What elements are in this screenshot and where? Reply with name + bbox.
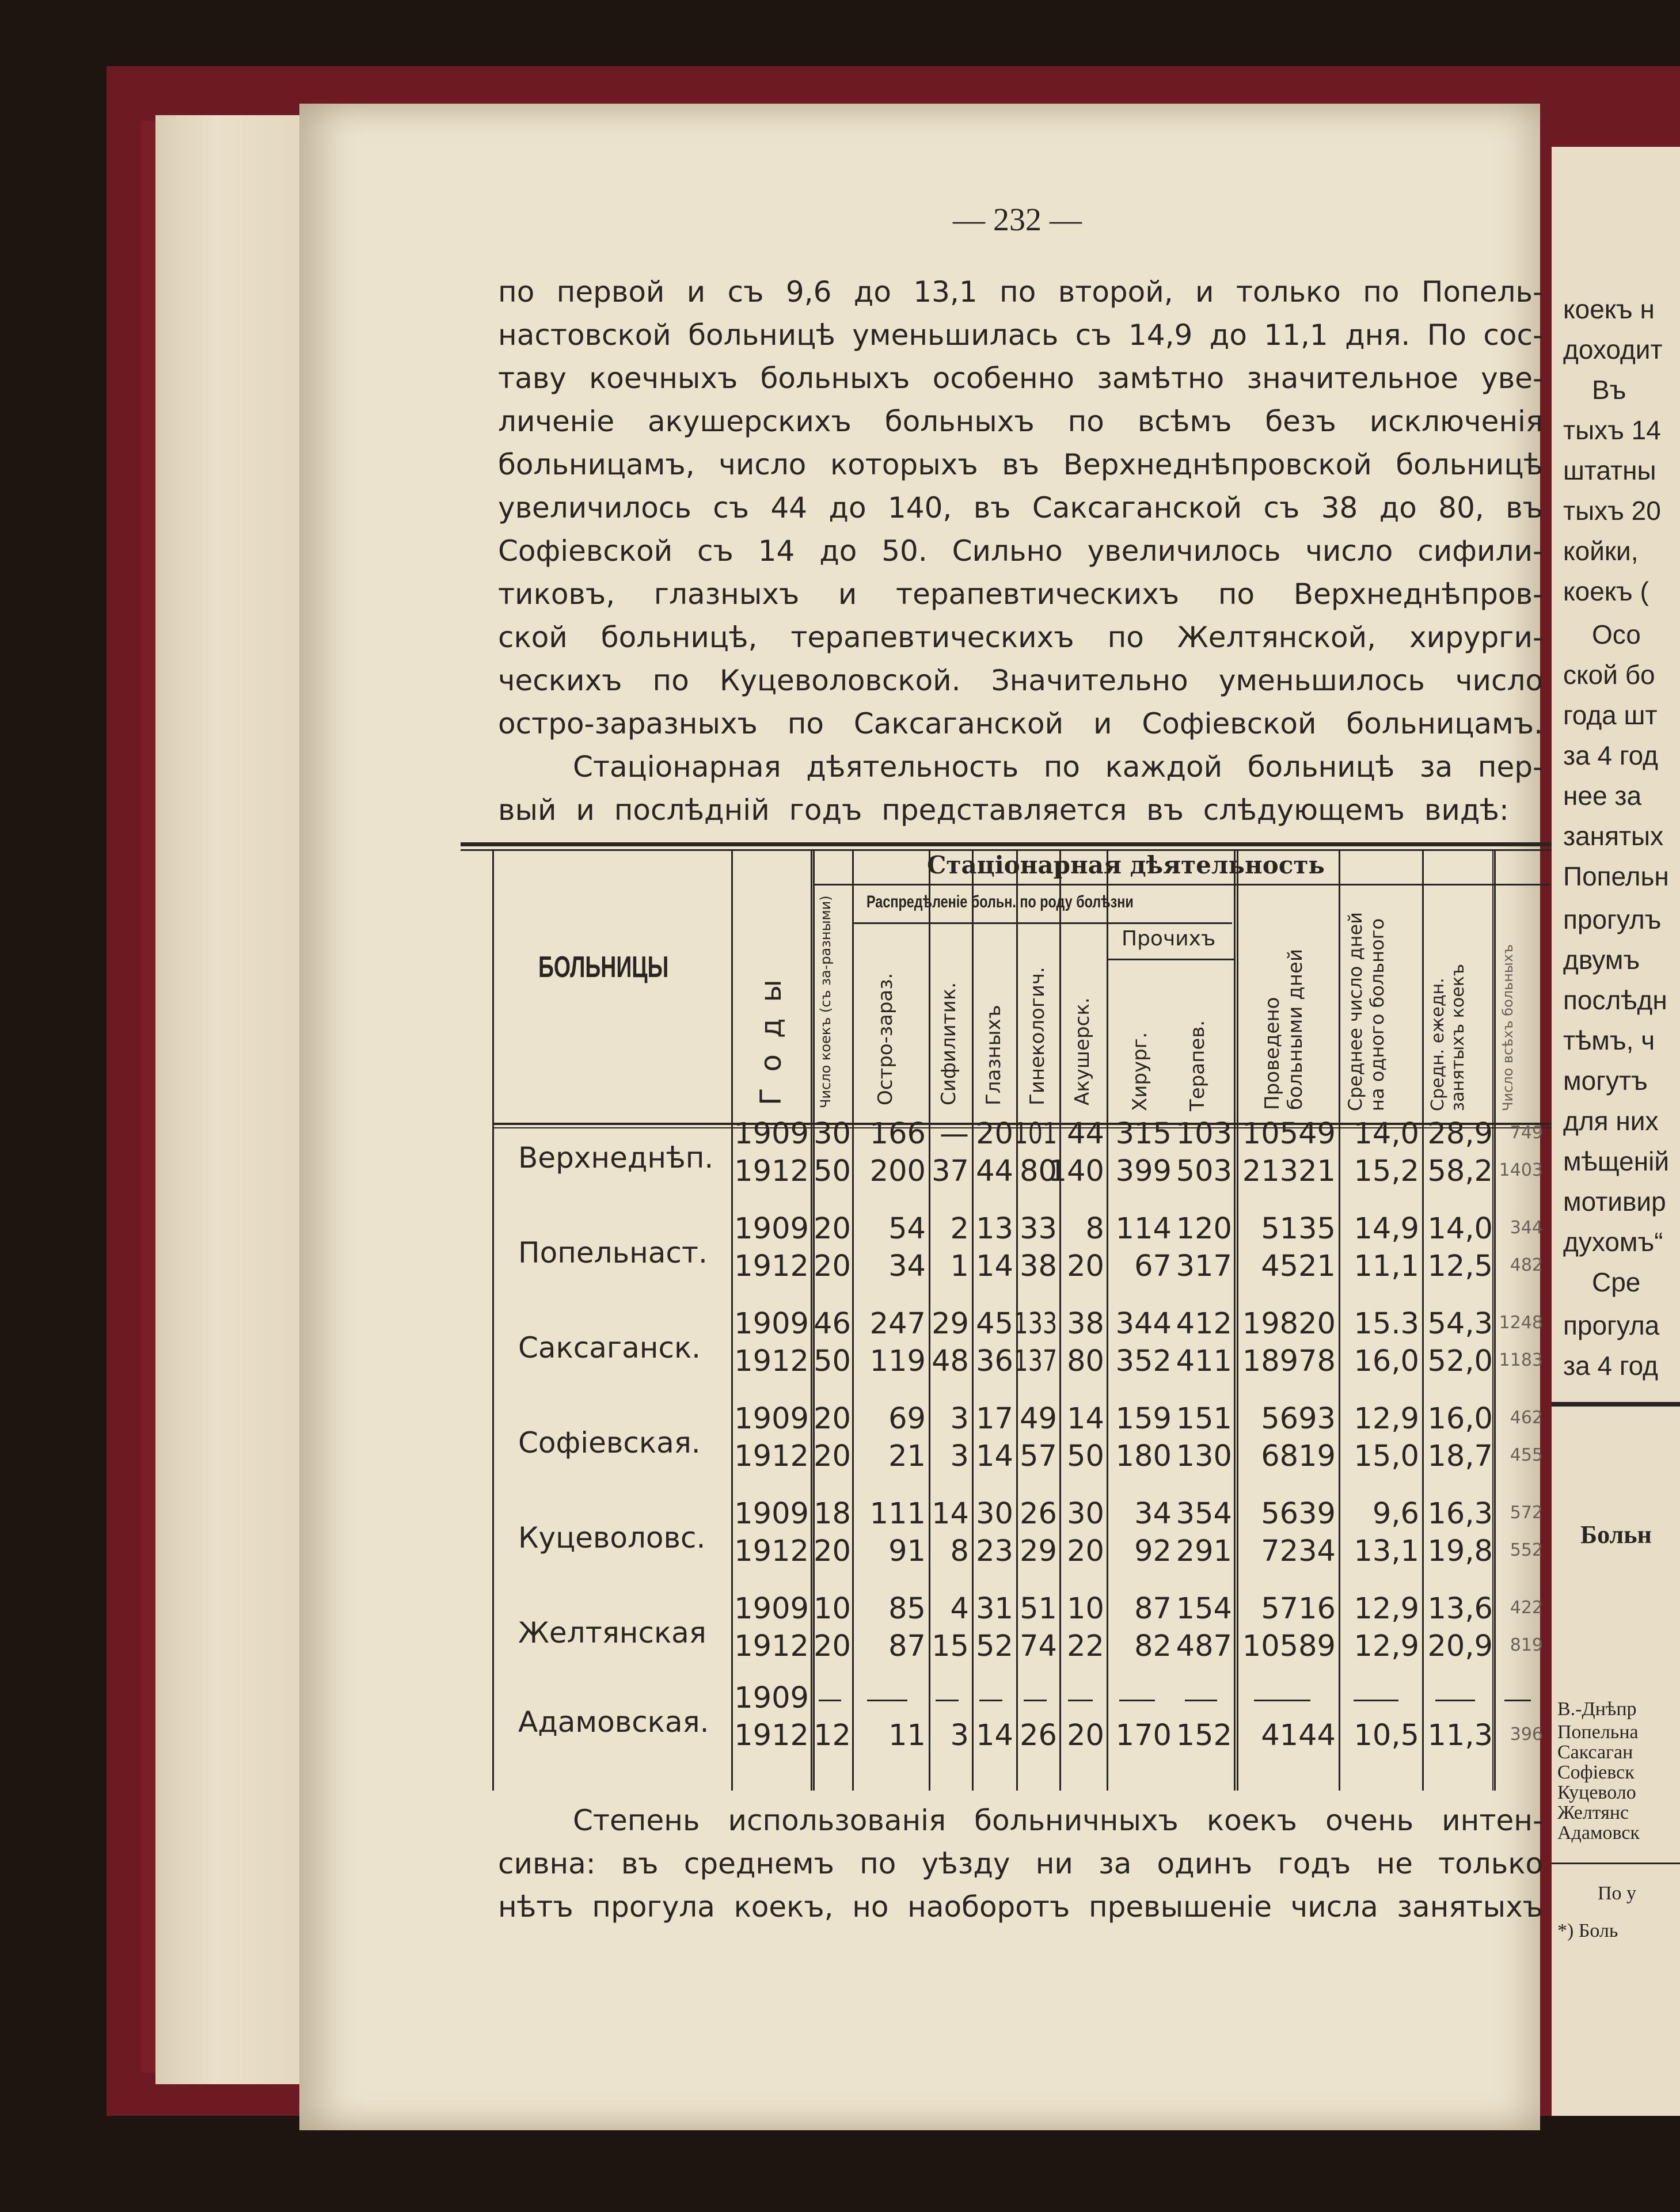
table-cell: 85 [888, 1592, 926, 1626]
table-cell: 2 [950, 1212, 969, 1246]
table-cell: 352 [1115, 1344, 1172, 1378]
empty-cell-dash [1119, 1700, 1156, 1701]
next-page-table-text: В.-Днѣпр [1557, 1698, 1637, 1720]
table-cell: 14 [1067, 1402, 1104, 1436]
table-cell: 13,6 [1427, 1592, 1493, 1626]
table-cell: 137 [1013, 1344, 1057, 1378]
table-cell: 31 [976, 1592, 1013, 1626]
table-cell: 34 [888, 1249, 926, 1283]
table-cell: 10,5 [1354, 1719, 1419, 1753]
table-cell: 33 [1020, 1212, 1057, 1246]
column-divider [929, 851, 930, 1791]
table-cell: 4144 [1261, 1719, 1336, 1753]
table-cell: 4 [950, 1592, 969, 1626]
table-cell: 159 [1115, 1402, 1172, 1436]
paragraph-line: Софiевской съ 14 до 50. Сильно увеличилось число сифили- [498, 534, 1543, 568]
column-divider [492, 851, 494, 1791]
next-page-line: Попельн [1563, 861, 1669, 891]
table-cell: 111 [869, 1497, 926, 1531]
table-cell: 103 [1176, 1117, 1232, 1151]
table-cell: 52 [976, 1629, 1013, 1663]
table-cell: 133 [1013, 1307, 1057, 1341]
table-cell: 14 [976, 1719, 1013, 1753]
next-page-line: прогулъ [1563, 904, 1662, 934]
hospital-name: Верхнеднѣп. [518, 1141, 714, 1175]
col-years: Г о д ы [754, 976, 788, 1105]
table-cell: 44 [1067, 1117, 1104, 1151]
table-cell: 92 [1134, 1534, 1172, 1568]
next-page-line: за 4 год [1563, 740, 1658, 770]
column-divider [731, 851, 733, 1791]
table-cell: 22 [1067, 1629, 1104, 1663]
table-cell: 11,3 [1427, 1719, 1493, 1753]
next-page-line: Въ [1592, 375, 1626, 405]
group-other: Прочихъ [1122, 927, 1216, 951]
table-cell: 26 [1020, 1497, 1057, 1531]
paragraph-line: сивна: въ среднемъ по уѣзду ни за одинъ годъ не только [498, 1847, 1543, 1880]
table-cell: 14,9 [1354, 1212, 1419, 1246]
paragraph-line: по первой и съ 9,6 до 13,1 по второй, и только по Попель- [498, 275, 1543, 309]
table-cell: 1912 [734, 1249, 809, 1283]
column-divider [1059, 851, 1061, 1791]
table-cell: 29 [932, 1307, 969, 1341]
table-cell: 13 [976, 1212, 1013, 1246]
table-cell: 130 [1176, 1439, 1232, 1473]
paragraph-line: ческихъ по Куцеволовской. Значительно уменьшилось число [498, 664, 1543, 697]
table-cell: 67 [1134, 1249, 1172, 1283]
table-cell: 12,9 [1354, 1629, 1419, 1663]
table-cell: 14 [976, 1439, 1013, 1473]
table-cell: 20 [814, 1439, 851, 1473]
table-cell: 46 [814, 1307, 851, 1341]
header-rule [813, 884, 1550, 885]
table-cell: 5639 [1261, 1497, 1336, 1531]
table-cell: 44 [976, 1154, 1013, 1188]
next-page-table-text: Попельна [1557, 1721, 1639, 1743]
next-page-table-text: *) Боль [1557, 1920, 1618, 1941]
table-cell: 20 [814, 1402, 851, 1436]
table-title: Стацiонарная дѣятельность [927, 851, 1325, 879]
table-cell: 54,3 [1427, 1307, 1493, 1341]
hospital-name: Адамовская. [518, 1705, 709, 1739]
table-cell: 411 [1176, 1344, 1232, 1378]
table-cell: 1403 [1499, 1160, 1543, 1180]
table-cell: 69 [888, 1402, 926, 1436]
next-page-table-text: Софiевск [1557, 1762, 1635, 1783]
next-page-line: тѣмъ, ч [1563, 1025, 1655, 1055]
table-cell: 487 [1176, 1629, 1232, 1663]
table-cell: 30 [814, 1117, 851, 1151]
table-cell: 7234 [1261, 1534, 1336, 1568]
column-divider [1234, 851, 1236, 1791]
next-page-line: нее за [1563, 781, 1642, 811]
table-cell: 354 [1176, 1497, 1232, 1531]
table-cell: 344 [1115, 1307, 1172, 1341]
hospital-name: Куцеволовс. [518, 1521, 706, 1555]
table-cell: 16,0 [1427, 1402, 1493, 1436]
table-cell: 119 [869, 1344, 926, 1378]
table-cell: 20 [1067, 1534, 1104, 1568]
next-page-table-text: Больн [1580, 1521, 1652, 1549]
table-cell: 16,0 [1354, 1344, 1419, 1378]
table-cell: 154 [1176, 1592, 1232, 1626]
next-page-rule [1552, 1402, 1680, 1407]
table-cell: 1909 [734, 1592, 809, 1626]
col-surg: Хирург. [1128, 1032, 1151, 1111]
table-cell: — [940, 1117, 969, 1151]
col-daily: Средн. ежедн. занятыхъ коекъ [1428, 964, 1468, 1111]
paragraph-line: увеличилось съ 44 до 140, въ Саксаганской съ 38 до 80, въ [498, 491, 1543, 525]
table-cell: 1909 [734, 1497, 809, 1531]
table-cell: 23 [976, 1534, 1013, 1568]
table-cell: 82 [1134, 1629, 1172, 1663]
next-page-table-text: Адамовск [1557, 1822, 1640, 1844]
table-cell: 317 [1176, 1249, 1232, 1283]
paragraph-line: тиковъ, глазныхъ и терапевтическихъ по Верхнеднѣпров- [498, 577, 1543, 611]
table-cell: 101 [1013, 1117, 1057, 1151]
table-cell: 247 [869, 1307, 926, 1341]
paragraph-before-table [498, 271, 1543, 832]
table-cell: 20 [814, 1212, 851, 1246]
table-cell: 14 [932, 1497, 969, 1531]
empty-cell-dash [1185, 1700, 1217, 1701]
table-cell: 5716 [1261, 1592, 1336, 1626]
table-cell: 1912 [734, 1629, 809, 1663]
table-cell: 37 [932, 1154, 969, 1188]
table-cell: 8 [950, 1534, 969, 1568]
col-beds: Число коекъ (съ за-разными) [818, 895, 834, 1108]
table-cell: 20 [814, 1629, 851, 1663]
table-cell: 552 [1510, 1540, 1543, 1560]
table-cell: 396 [1510, 1724, 1543, 1744]
table-cell: 36 [976, 1344, 1013, 1378]
table-cell: 80 [1020, 1154, 1057, 1188]
col-days: Проведено больными дней [1261, 949, 1307, 1110]
table-cell: 114 [1115, 1212, 1172, 1246]
paragraph-after-table [498, 1799, 1543, 1929]
empty-cell-dash [936, 1700, 959, 1701]
page-stack [155, 115, 305, 2084]
next-page-line: прогула [1563, 1310, 1660, 1340]
table-cell: 87 [888, 1629, 926, 1663]
table-cell: 9,6 [1372, 1497, 1419, 1531]
column-divider [1494, 851, 1496, 1791]
column-divider [1107, 851, 1108, 1791]
column-divider [1237, 851, 1238, 1791]
table-cell: 1909 [734, 1681, 809, 1715]
table-cell: 3 [950, 1439, 969, 1473]
table-cell: 1 [950, 1249, 969, 1283]
column-divider [972, 851, 974, 1791]
table-cell: 49 [1020, 1402, 1057, 1436]
table-cell: 50 [814, 1154, 851, 1188]
next-page-table-text: По у [1598, 1883, 1637, 1904]
table-cell: 10549 [1242, 1117, 1336, 1151]
table-cell: 12,9 [1354, 1592, 1419, 1626]
table-cell: 20 [976, 1117, 1013, 1151]
next-page-line: за 4 год [1563, 1351, 1658, 1381]
next-page-line: Сре [1592, 1267, 1641, 1297]
col-avgdays: Среднее число дней на одного больного [1344, 912, 1388, 1111]
table-cell: 11 [888, 1719, 926, 1753]
table-cell: 412 [1176, 1307, 1232, 1341]
table-cell: 58,2 [1427, 1154, 1493, 1188]
next-page-table-text: Саксаган [1557, 1742, 1633, 1763]
table-cell: 5693 [1261, 1402, 1336, 1436]
next-page-line: коекъ ( [1563, 576, 1649, 606]
table-cell: 52,0 [1427, 1344, 1493, 1378]
empty-cell-dash [1068, 1700, 1093, 1701]
table-cell: 152 [1176, 1719, 1232, 1753]
table-cell: 17 [976, 1402, 1013, 1436]
table-cell: 1248 [1499, 1313, 1543, 1333]
table-cell: 15,2 [1354, 1154, 1419, 1188]
table-cell: 503 [1176, 1154, 1232, 1188]
table-cell: 15,0 [1354, 1439, 1419, 1473]
table-cell: 462 [1510, 1408, 1543, 1428]
paragraph-line: Степень использованiя больничныхъ коекъ очень интен- [573, 1804, 1543, 1837]
next-page-line: для них [1563, 1106, 1659, 1136]
empty-cell-dash [867, 1700, 907, 1701]
column-divider [1422, 851, 1424, 1791]
next-page-rule [1552, 1863, 1680, 1864]
col-hospitals: БОЛЬНИЦЫ [538, 951, 669, 984]
column-divider [1339, 851, 1340, 1791]
table-cell: 30 [1067, 1497, 1104, 1531]
hospital-name: Софiевская. [518, 1426, 701, 1460]
paragraph-line: больницамъ, число которыхъ въ Верхнеднѣпровской больницѣ [498, 448, 1543, 481]
hospital-name: Саксаганск. [518, 1331, 701, 1365]
next-page-line: духомъ“ [1563, 1227, 1663, 1257]
next-page-line: тыхъ 14 [1563, 415, 1661, 445]
table-cell: 344 [1510, 1218, 1543, 1238]
table-cell: 6819 [1261, 1439, 1336, 1473]
table-cell: 34 [1134, 1497, 1172, 1531]
hospital-name: Попельнаст. [518, 1236, 708, 1270]
empty-cell-dash [1354, 1700, 1398, 1701]
table-cell: 13,1 [1354, 1534, 1419, 1568]
col-gyn: Гинекологич. [1026, 967, 1049, 1105]
next-page-line: доходит [1563, 335, 1663, 364]
table-cell: 20 [1067, 1719, 1104, 1753]
table-cell: 200 [869, 1154, 926, 1188]
next-page-line: послѣдн [1563, 985, 1667, 1015]
table-cell: 20 [814, 1249, 851, 1283]
table-cell: 10589 [1242, 1629, 1336, 1663]
table-cell: 12 [814, 1719, 851, 1753]
col-infect: Остро-зараз. [874, 972, 897, 1105]
table-cell: 10 [814, 1592, 851, 1626]
table-cell: 74 [1020, 1629, 1057, 1663]
empty-cell-dash [1254, 1700, 1310, 1701]
next-page-line: мѣщенiй [1563, 1146, 1670, 1176]
empty-cell-dash [819, 1700, 841, 1701]
col-total: Число всѣхъ больныхъ [1500, 944, 1516, 1111]
paragraph-line: личенiе акушерскихъ больныхъ по всѣмъ безъ исключенiя [498, 405, 1543, 438]
next-page-line: Осо [1592, 619, 1641, 649]
table-cell: 21 [888, 1439, 926, 1473]
table-cell: 45 [976, 1307, 1013, 1341]
table-cell: 482 [1510, 1255, 1543, 1275]
header-rule [1107, 959, 1234, 960]
table-cell: 166 [869, 1117, 926, 1151]
table-cell: 1912 [734, 1719, 809, 1753]
table-cell: 48 [932, 1344, 969, 1378]
next-page-line: коекъ н [1563, 294, 1655, 324]
next-page-table-text: Желтянс [1557, 1802, 1629, 1823]
column-divider [852, 851, 854, 1791]
table-cell: 399 [1115, 1154, 1172, 1188]
group-distribution: Распредѣленiе больн. по роду болѣзни [866, 892, 1134, 911]
next-page-line: могутъ [1563, 1066, 1648, 1096]
next-page-line: мотивир [1563, 1187, 1666, 1217]
empty-cell-dash [1024, 1700, 1047, 1701]
table-cell: 28,9 [1427, 1117, 1493, 1151]
table-cell: 1912 [734, 1439, 809, 1473]
table-cell: 19,8 [1427, 1534, 1493, 1568]
table-cell: 422 [1510, 1598, 1543, 1618]
table-cell: 20 [1067, 1249, 1104, 1283]
table-cell: 80 [1067, 1344, 1104, 1378]
next-page-line: года шт [1563, 700, 1658, 730]
paragraph-line: настовской больницѣ уменьшилась съ 14,9 до 11,1 дня. По сос- [498, 318, 1543, 352]
table-cell: 15 [932, 1629, 969, 1663]
col-obst: Акушерск. [1071, 997, 1094, 1105]
table-cell: 1909 [734, 1212, 809, 1246]
column-divider [811, 851, 812, 1791]
table-cell: 50 [1067, 1439, 1104, 1473]
next-page-table-text: Куцеволо [1557, 1782, 1636, 1803]
table-cell: 315 [1115, 1117, 1172, 1151]
paragraph-line: нѣтъ прогула коекъ, но наоборотъ превышенiе числа занятыхъ [498, 1890, 1543, 1924]
table-cell: 18978 [1242, 1344, 1336, 1378]
table-cell: 10 [1067, 1592, 1104, 1626]
table-cell: 1909 [734, 1307, 809, 1341]
table-cell: 749 [1510, 1123, 1543, 1143]
col-syph: Сифилитик. [937, 982, 960, 1105]
table-cell: 20,9 [1427, 1629, 1493, 1663]
hospital-name: Желтянская [518, 1616, 706, 1650]
table-cell: 170 [1115, 1719, 1172, 1753]
table-cell: 54 [888, 1212, 926, 1246]
table-cell: 38 [1067, 1307, 1104, 1341]
table-cell: 1912 [734, 1344, 809, 1378]
table-cell: 14,0 [1427, 1212, 1493, 1246]
col-ther: Терапев. [1186, 1020, 1209, 1111]
table-cell: 50 [814, 1344, 851, 1378]
paragraph-line: вый и послѣднiй годъ представляется въ слѣдующемъ видѣ: [498, 793, 1509, 827]
table-cell: 11,1 [1354, 1249, 1419, 1283]
paragraph-line: таву коечныхъ больныхъ особенно замѣтно значительное уве- [498, 362, 1543, 395]
table-cell: 15.3 [1354, 1307, 1419, 1341]
table-cell: 180 [1115, 1439, 1172, 1473]
table-cell: 120 [1176, 1212, 1232, 1246]
table-cell: 8 [1085, 1212, 1104, 1246]
table-cell: 1909 [734, 1402, 809, 1436]
table-cell: 1912 [734, 1534, 809, 1568]
table-cell: 1909 [734, 1117, 809, 1151]
table-cell: 140 [1048, 1154, 1104, 1188]
table-cell: 51 [1020, 1592, 1057, 1626]
next-page-line: двумъ [1563, 945, 1640, 975]
table-cell: 291 [1176, 1534, 1232, 1568]
table-cell: 91 [888, 1534, 926, 1568]
table-top-rule [461, 842, 1552, 846]
table-cell: 29 [1020, 1534, 1057, 1568]
empty-cell-dash [1504, 1700, 1531, 1701]
table-cell: 38 [1020, 1249, 1057, 1283]
page-number: — 232 — [953, 202, 1082, 238]
next-page-line: ской бо [1563, 660, 1655, 690]
table-cell: 3 [950, 1719, 969, 1753]
table-cell: 57 [1020, 1439, 1057, 1473]
table-cell: 19820 [1242, 1307, 1336, 1341]
table-cell: 819 [1510, 1635, 1543, 1655]
table-cell: 87 [1134, 1592, 1172, 1626]
next-page-line: тыхъ 20 [1563, 496, 1661, 526]
table-cell: 12,9 [1354, 1402, 1419, 1436]
next-page [1552, 147, 1680, 2116]
table-cell: 1183 [1499, 1350, 1543, 1370]
table-cell: 12,5 [1427, 1249, 1493, 1283]
empty-cell-dash [979, 1700, 1003, 1701]
paragraph-line: остро-заразныхъ по Саксаганской и Софiевской больницамъ. [498, 707, 1543, 740]
next-page-line: занятых [1563, 821, 1664, 851]
header-rule [852, 922, 1232, 924]
table-cell: 3 [950, 1402, 969, 1436]
empty-cell-dash [1435, 1700, 1475, 1701]
table-cell: 5135 [1261, 1212, 1336, 1246]
next-page-line: штатны [1563, 455, 1656, 485]
next-page-line: койки, [1563, 536, 1639, 566]
table-cell: 18,7 [1427, 1439, 1493, 1473]
table-cell: 16,3 [1427, 1497, 1493, 1531]
paragraph-line: Стацiонарная дѣятельность по каждой больницѣ за пер- [573, 750, 1543, 784]
table-cell: 21321 [1242, 1154, 1336, 1188]
table-cell: 20 [814, 1534, 851, 1568]
table-cell: 455 [1510, 1445, 1543, 1465]
table-cell: 26 [1020, 1719, 1057, 1753]
col-eye: Глазныхъ [982, 1005, 1005, 1105]
table-cell: 14,0 [1354, 1117, 1419, 1151]
table-cell: 18 [814, 1497, 851, 1531]
paragraph-line: ской больницѣ, терапевтическихъ по Желтянской, хирурги- [498, 621, 1543, 654]
table-cell: 1912 [734, 1154, 809, 1188]
table-cell: 151 [1176, 1402, 1232, 1436]
table-cell: 14 [976, 1249, 1013, 1283]
table-cell: 30 [976, 1497, 1013, 1531]
table-cell: 4521 [1261, 1249, 1336, 1283]
table-cell: 572 [1510, 1503, 1543, 1523]
